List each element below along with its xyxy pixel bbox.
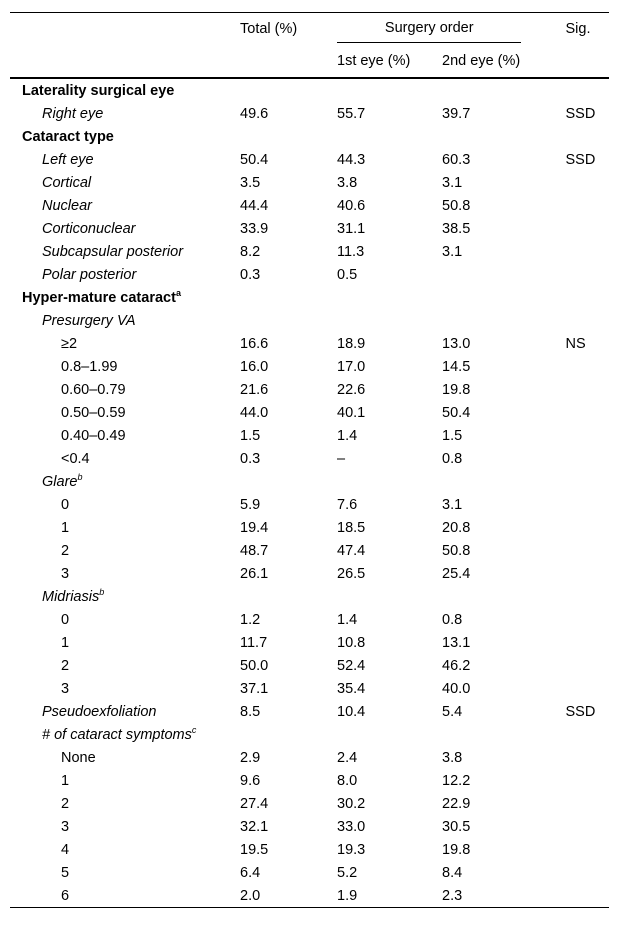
row-value: 0.8 (442, 450, 463, 467)
row-value (543, 447, 609, 470)
row-value: 10.8 (337, 634, 366, 651)
row-value: 12.2 (442, 772, 471, 789)
row-value: 17.0 (337, 358, 366, 375)
row-midriasis (10, 608, 609, 631)
row-symptoms (10, 861, 609, 884)
hypermature-footnote: a (175, 287, 181, 298)
row-value: 0.8 (442, 611, 463, 628)
row-subcapsular: Subcapsular posterior 8.2 11.3 3.1 (42, 243, 463, 260)
row-value: 19.5 (240, 841, 269, 858)
row-label: 0.8–1.99 (61, 358, 118, 375)
subsection-midriasis-footnote: b (99, 586, 105, 597)
row-value: 21.6 (240, 381, 269, 398)
header-sig: Sig. (543, 13, 609, 45)
row-label: 4 (61, 841, 70, 858)
row-value: 1.4 (337, 611, 358, 628)
row-label: 2 (61, 542, 70, 559)
row-value: NS (565, 335, 586, 352)
row-label: 3 (61, 818, 70, 835)
row-value: 40.0 (442, 680, 471, 697)
row-value: 19.3 (337, 841, 366, 858)
row-value (543, 401, 609, 424)
surgery-order-label: Surgery order (337, 14, 521, 43)
header-row-2 (10, 44, 609, 78)
row-value (543, 746, 609, 769)
row-value: 47.4 (337, 542, 366, 559)
row-right-eye: Right eye 49.6 55.7 39.7 SSD (42, 105, 596, 122)
row-va (10, 401, 609, 424)
row-glare (10, 516, 609, 539)
row-label: 2 (61, 657, 70, 674)
row-value: 16.0 (240, 358, 269, 375)
row-value: 13.0 (442, 335, 471, 352)
row-midriasis (10, 677, 609, 700)
row-value: 46.2 (442, 657, 471, 674)
row-symptoms (10, 746, 609, 769)
row-value: 11.7 (240, 634, 268, 651)
row-label: 0.50–0.59 (61, 404, 126, 421)
row-value: 35.4 (337, 680, 366, 697)
row-value: 40.1 (337, 404, 366, 421)
header-surgery-order (328, 13, 543, 45)
row-symptoms (10, 792, 609, 815)
row-value: 19.8 (442, 841, 471, 858)
header-empty (10, 13, 230, 45)
subsection-midriasis-label: Midriasis$^b$ (42, 586, 105, 605)
row-glare (10, 493, 609, 516)
row-value: 0.3 (240, 450, 261, 467)
subsection-symptoms-label: # of cataract symptoms$^c$ (42, 724, 197, 743)
row-midriasis (10, 631, 609, 654)
row-label: 0.60–0.79 (61, 381, 126, 398)
row-value: 1.9 (328, 884, 432, 908)
row-va (10, 447, 609, 470)
row-value (543, 769, 609, 792)
row-value: 8.0 (337, 772, 358, 789)
row-value: 2.3 (432, 884, 543, 908)
row-symptoms (10, 884, 609, 908)
row-value: 26.1 (240, 565, 269, 582)
row-polar: Polar posterior 0.3 0.5 (42, 266, 358, 283)
row-value (543, 539, 609, 562)
row-value: 18.5 (337, 519, 366, 536)
row-label: 0.40–0.49 (61, 427, 126, 444)
row-value (543, 884, 609, 908)
row-value: 1.5 (442, 427, 463, 444)
row-value: 2.0 (230, 884, 328, 908)
section-laterality: Laterality surgical eye (22, 82, 175, 99)
row-label: <0.4 (61, 450, 90, 467)
row-value: 30.2 (337, 795, 366, 812)
row-value: 6.4 (240, 864, 261, 881)
row-symptoms (10, 769, 609, 792)
row-label: 0 (61, 496, 70, 513)
row-value: 50.8 (442, 542, 471, 559)
row-value (543, 562, 609, 585)
row-va (10, 424, 609, 447)
section-cataract-type: Cataract type (22, 128, 114, 145)
row-label: 5 (61, 864, 70, 881)
row-value: – (337, 450, 346, 467)
row-value: 44.0 (240, 404, 269, 421)
row-label: 2 (61, 795, 70, 812)
hypermature-label: Hyper-mature cataract (22, 289, 176, 306)
row-value: 18.9 (337, 335, 366, 352)
subsection-glare (10, 470, 609, 493)
row-value: 1.5 (240, 427, 261, 444)
row-value: 1.4 (337, 427, 358, 444)
row-label: ≥2 (61, 335, 78, 352)
row-label: 0 (61, 611, 70, 628)
row-value (543, 355, 609, 378)
subsection-presurgery-va: Presurgery VA (42, 312, 136, 329)
row-value: 3.1 (442, 496, 463, 513)
row-value: 5.4 (442, 703, 463, 720)
row-value: 1.2 (240, 611, 261, 628)
row-value (543, 516, 609, 539)
row-value (543, 493, 609, 516)
header-row-1 (10, 13, 609, 45)
row-value: 22.6 (337, 381, 366, 398)
row-label: 1 (61, 519, 70, 536)
row-label: Pseudoexfoliation (42, 703, 157, 720)
row-value: SSD (565, 703, 596, 720)
section-hypermature (10, 286, 609, 309)
row-glare (10, 539, 609, 562)
subsection-symptoms (10, 723, 609, 746)
row-value: 8.4 (442, 864, 463, 881)
row-va (10, 332, 609, 355)
row-value (543, 861, 609, 884)
header-first-eye: 1st eye (%) (328, 44, 432, 78)
row-value: 25.4 (442, 565, 471, 582)
row-label: 3 (61, 680, 70, 697)
row-value: 27.4 (240, 795, 269, 812)
row-value: 30.5 (442, 818, 471, 835)
row-value: 20.8 (442, 519, 471, 536)
row-pseudoexfoliation (10, 700, 609, 723)
row-value: 19.8 (442, 381, 471, 398)
row-label: 1 (61, 772, 70, 789)
row-value: 19.4 (240, 519, 269, 536)
row-cortical: Cortical 3.5 3.8 3.1 (42, 174, 463, 191)
row-value: 2.9 (240, 749, 261, 766)
row-value (543, 792, 609, 815)
cataract-table (10, 12, 609, 908)
row-value: 22.9 (442, 795, 471, 812)
row-corticonuclear: Corticonuclear 33.9 31.1 38.5 (42, 220, 471, 237)
header-total: Total (%) (230, 13, 328, 45)
row-value (543, 424, 609, 447)
subsection-midriasis (10, 585, 609, 608)
row-value: 50.4 (442, 404, 471, 421)
row-value: 14.5 (442, 358, 471, 375)
row-label: 1 (61, 634, 70, 651)
row-value: 32.1 (240, 818, 269, 835)
row-value: 48.7 (240, 542, 269, 559)
row-value: 16.6 (240, 335, 269, 352)
subsection-glare-label: Glare$^b$ (42, 471, 83, 490)
row-symptoms (10, 838, 609, 861)
row-symptoms (10, 815, 609, 838)
row-va (10, 355, 609, 378)
row-value: 50.0 (240, 657, 269, 674)
row-value: 10.4 (337, 703, 366, 720)
row-value: 3.8 (442, 749, 463, 766)
row-value (543, 631, 609, 654)
row-value (543, 608, 609, 631)
row-label: 3 (61, 565, 70, 582)
row-value: 7.6 (337, 496, 358, 513)
row-midriasis (10, 654, 609, 677)
header-second-eye: 2nd eye (%) (432, 44, 543, 78)
row-va (10, 378, 609, 401)
row-value (543, 378, 609, 401)
row-value: 52.4 (337, 657, 366, 674)
row-value: 2.4 (337, 749, 358, 766)
subsection-symptoms-footnote: c (191, 724, 197, 735)
row-value (543, 677, 609, 700)
row-value: 5.9 (240, 496, 261, 513)
row-value: 37.1 (240, 680, 269, 697)
row-value: 5.2 (337, 864, 358, 881)
subsection-glare-footnote: b (77, 471, 83, 482)
row-label: 6 (10, 884, 230, 908)
row-value: 33.0 (337, 818, 366, 835)
row-value: 13.1 (442, 634, 471, 651)
row-value: 26.5 (337, 565, 366, 582)
row-label: None (61, 749, 96, 766)
row-value (543, 654, 609, 677)
row-value (543, 815, 609, 838)
row-value: 8.5 (240, 703, 261, 720)
row-left-eye: Left eye 50.4 44.3 60.3 SSD (42, 151, 596, 168)
row-nuclear: Nuclear 44.4 40.6 50.8 (42, 197, 471, 214)
row-value (543, 838, 609, 861)
row-value: 9.6 (240, 772, 261, 789)
row-glare (10, 562, 609, 585)
